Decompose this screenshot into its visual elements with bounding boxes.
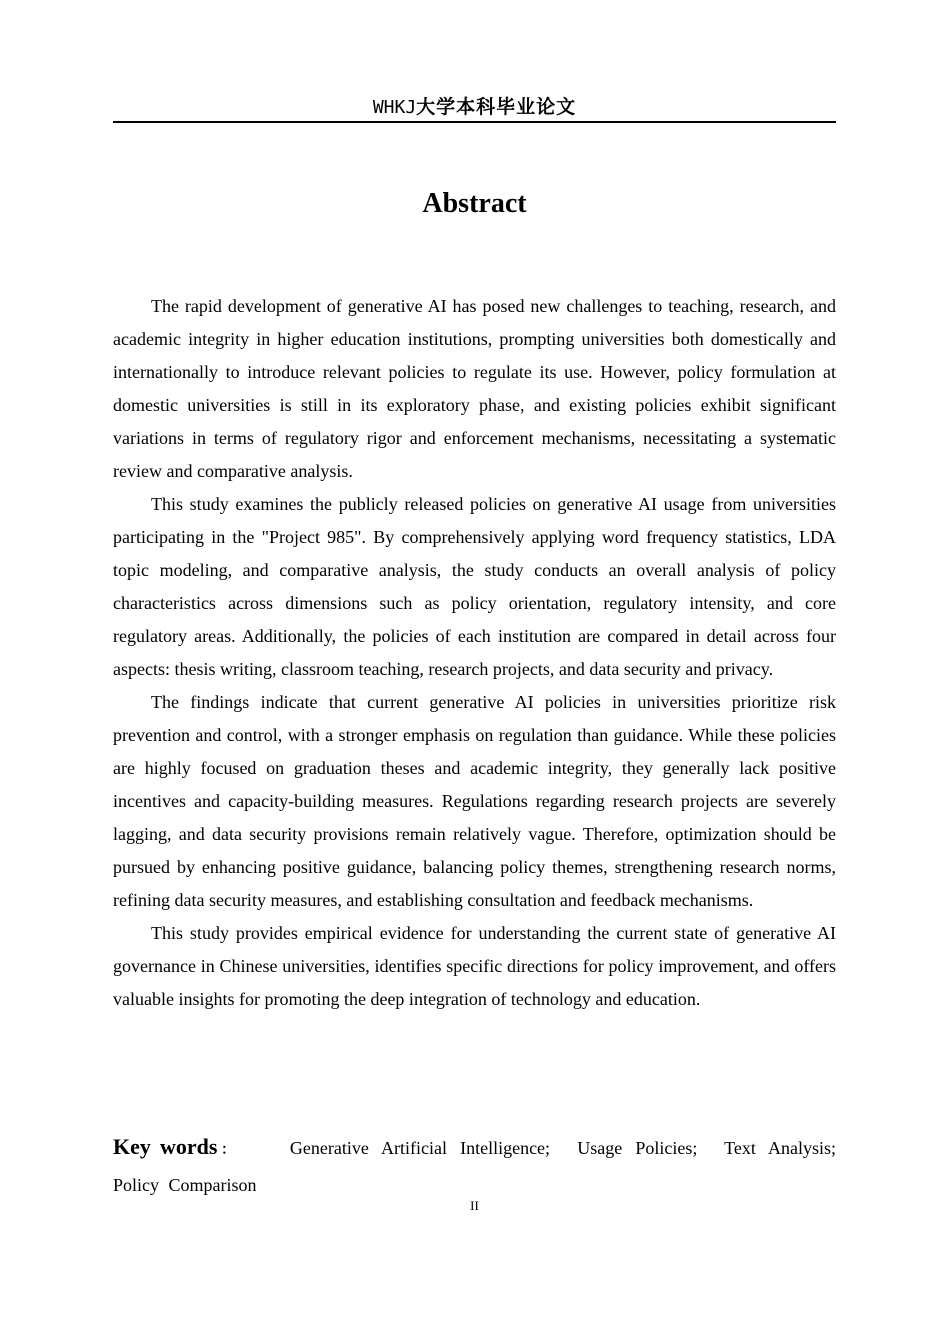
keyword-item: Usage Policies; — [577, 1138, 698, 1158]
keyword-item: Policy Comparison — [113, 1175, 257, 1195]
abstract-paragraph-4: This study provides empirical evidence for understanding the current state of generative AI governance in Chinese universities, identifies specific directions for policy improvement, and offers valuable insights for promoting the deep integration of technology and education. — [113, 923, 836, 1009]
abstract-paragraph-3: The findings indicate that current generative AI policies in universities prioritize risk prevention and control, with a stronger emphasis on regulation than guidance. While these policies are highly focused on graduation theses and academic integrity, they generally lack positive incentives and capacity-building measures. Regulations regarding research projects are severely lagging, and data security provisions remain relatively vague. Therefore, optimization should be pursued by enhancing positive guidance, balancing policy themes, strengthening research norms, refining data security measures, and establishing consultation and feedback mechanisms. — [113, 692, 836, 910]
page-number: II — [470, 1198, 479, 1213]
keywords-label-text: Key words — [113, 1134, 218, 1159]
keyword-item: Generative Artificial Intelligence; — [289, 1138, 551, 1158]
abstract-paragraph-1: The rapid development of generative AI has posed new challenges to teaching, research, and academic integrity in higher education institutions, prompting universities both domestically and internationally to introduce relevant policies to regulate its use. However, policy formulation at domestic universities is still in its exploratory phase, and existing policies exhibit significant variations in terms of regulatory rigor and enforcement mechanisms, necessitating a systematic review and comparative analysis. — [113, 296, 836, 481]
header-institution-code: WHKJ — [372, 97, 417, 118]
abstract-body — [113, 290, 836, 1016]
keywords-colon: ： — [217, 1143, 239, 1158]
keyword-item: Text Analysis; — [724, 1138, 837, 1158]
running-header — [113, 93, 836, 123]
abstract-paragraph-2: This study examines the publicly released policies on generative AI usage from universities participating in the "Project 985". By comprehensively applying word frequency statistics, LDA topic modeling, and comparative analysis, the study conducts an overall analysis of policy characteristics across dimensions such as policy orientation, regulatory intensity, and core regulatory areas. Additionally, the policies of each institution are compared in detail across four aspects: thesis writing, classroom teaching, research projects, and data security and privacy. — [113, 494, 836, 679]
keywords-label — [113, 1134, 239, 1159]
header-thesis-label: 大学本科毕业论文 — [416, 96, 577, 118]
abstract-title: Abstract — [422, 188, 527, 219]
keywords — [113, 1130, 836, 1202]
